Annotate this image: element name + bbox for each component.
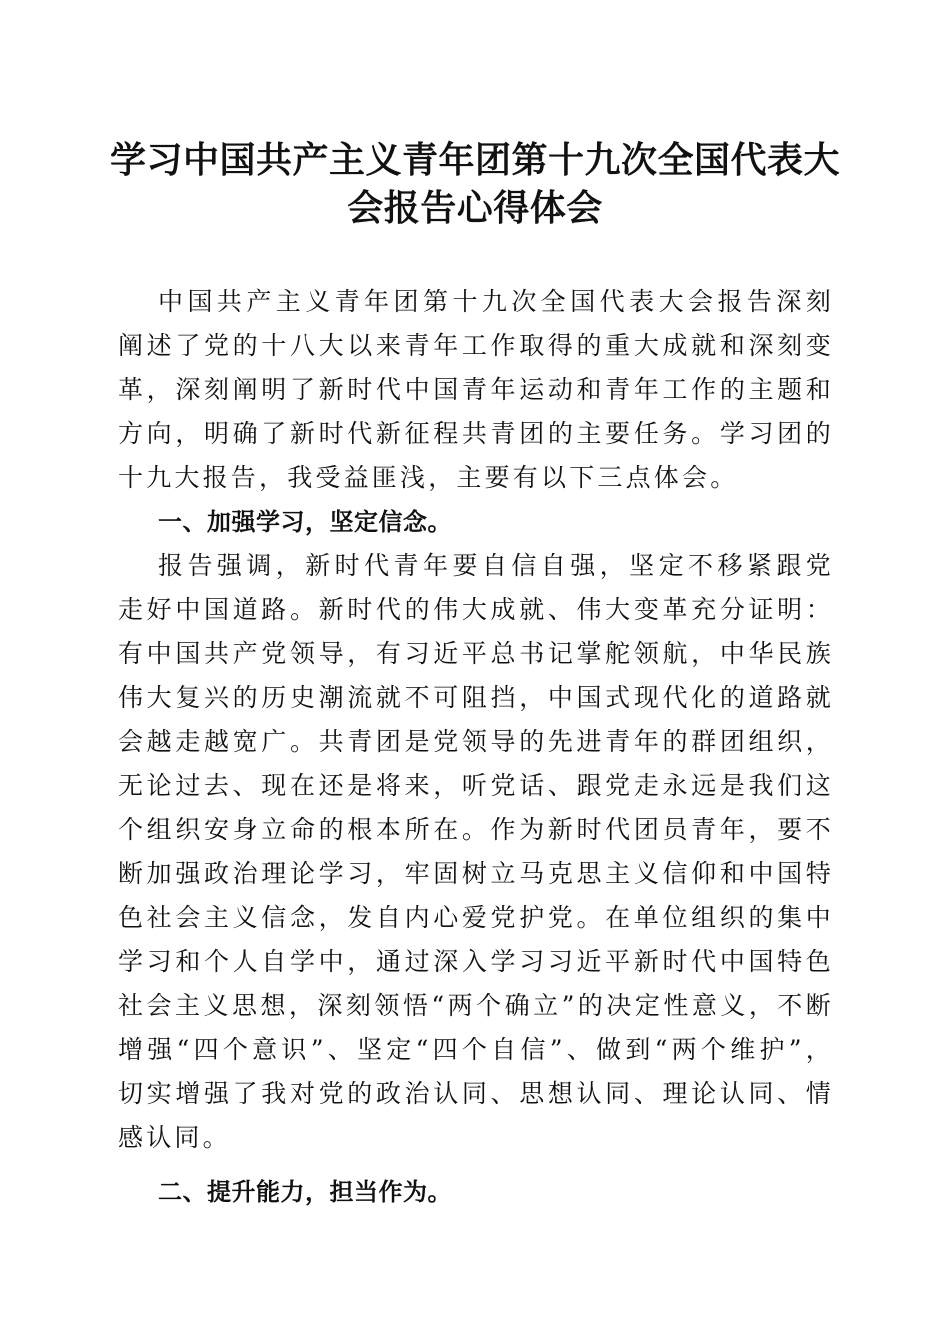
section-heading-1: 一、加强学习，坚定信念。: [158, 508, 452, 536]
document-title: 学习中国共产主义青年团第十九次全国代表大会报告心得体会: [110, 139, 841, 229]
section-1-paragraph: 报告强调，新时代青年要自信自强，坚定不移紧跟党走好中国道路。新时代的伟大成就、伟大变革充分证明：有中国共产党领导，有习近平总书记掌舵领航，中华民族伟大复兴的历史潮流就不可阻挡，中国式现代化的道路就会越走越宽广。共青团是党领导的先进青年的群团组织，无论过去、现在还是将来，听党话、跟党走永远是我们这个组织安身立命的根本所在。作为新时代团员青年，要不断加强政治理论学习，牢固树立马克思主义信仰和中国特色社会主义信念，发自内心爱党护党。在单位组织的集中学习和个人自学中，通过深入学习习近平新时代中国特色社会主义思想，深刻领悟“两个确立”的决定性意义，不断增强“四个意识”、坚定“四个自信”、做到“两个维护”，切实增强了我对党的政治认同、思想认同、理论认同、情感认同。: [118, 551, 834, 1152]
document-body: [118, 280, 834, 1214]
section-heading-2: 二、提升能力，担当作为。: [158, 1178, 452, 1206]
intro-paragraph: 中国共产主义青年团第十九次全国代表大会报告深刻阐述了党的十八大以来青年工作取得的重大成就和深刻变革，深刻阐明了新时代中国青年运动和青年工作的主题和方向，明确了新时代新征程共青团的主要任务。学习团的十九大报告，我受益匪浅，主要有以下三点体会。: [118, 287, 834, 492]
